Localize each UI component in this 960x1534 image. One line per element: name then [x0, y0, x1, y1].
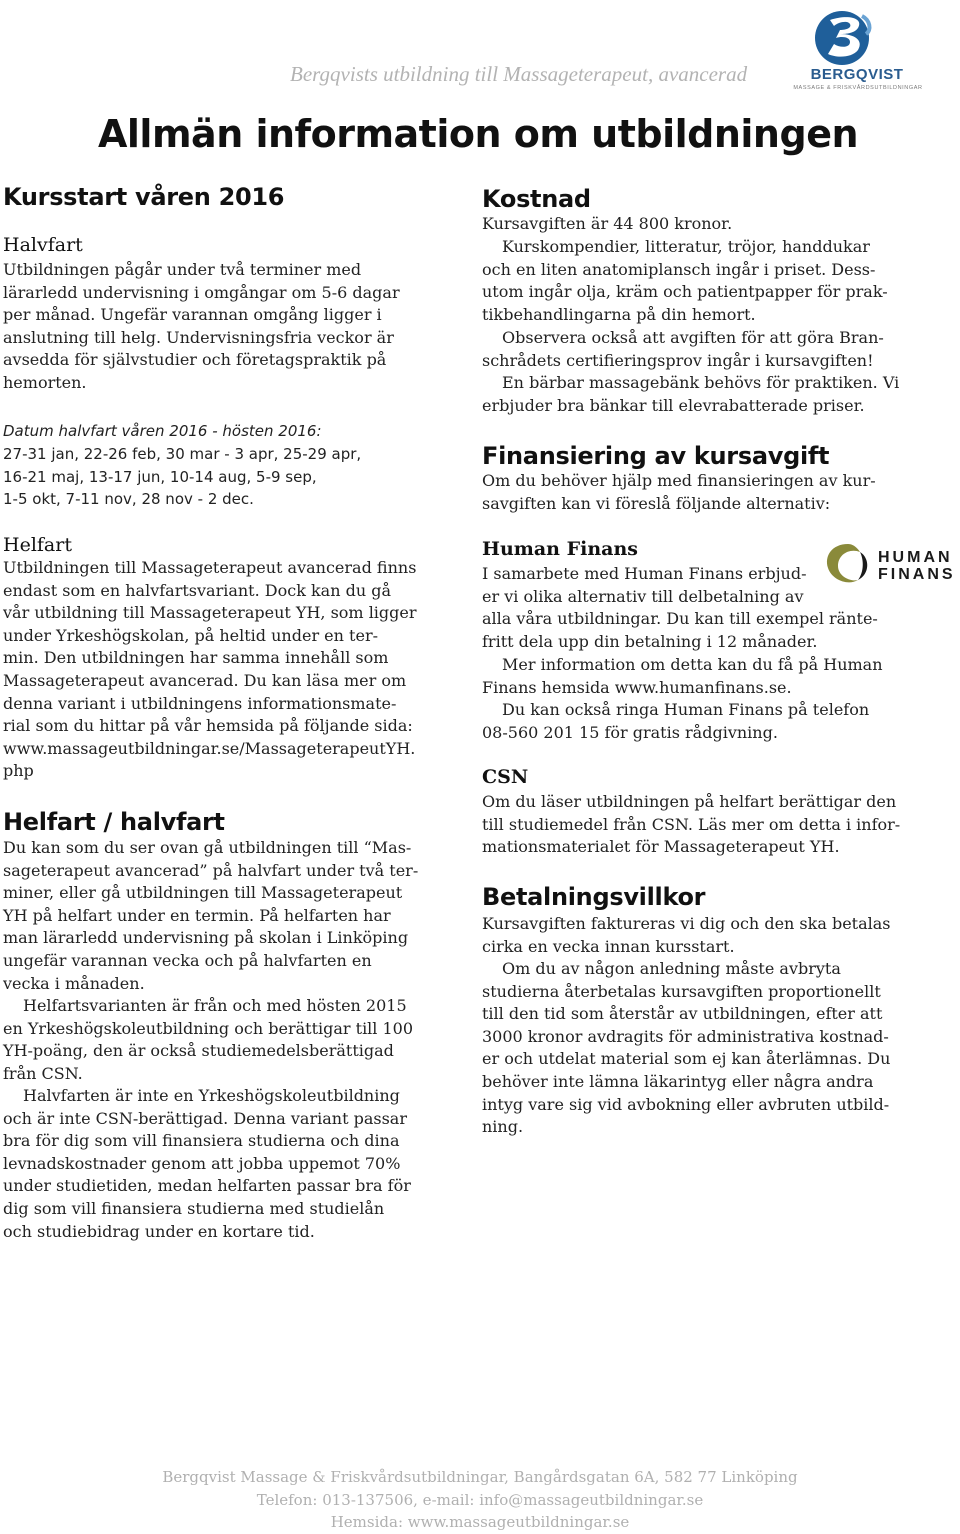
betalning-paragraph-2: Om du av någon anledning måste avbryta studierna återbetalas kursavgiften proportionellt till den tid som återstår av utbildningen, efter att 3000 kronor avdragits för administrativa kostnad- er och utdelat material som ej kan återlämnas. Du behöver inte lämna läkarintyg eller några andra intyg vare sig vid avbokning eller avbruten utbild- ning. — [482, 959, 891, 1137]
human-finans-logo — [820, 540, 960, 590]
heading-helfart-halvfart: Helfart / halvfart — [3, 808, 225, 836]
page-title: Allmän information om utbildningen — [98, 112, 859, 156]
footer-address: Bergqvist Massage & Friskvårdsutbildningar, Bangårdsgatan 6A, 582 77 Linköping — [162, 1468, 798, 1486]
human-finans-wordmark: HUMAN FINANS — [878, 549, 956, 583]
kostnad-paragraph-2: Kurskompendier, litteratur, tröjor, handdukar och en liten anatomiplansch ingår i priset. Dess- utom ingår olja, kräm och patientpapper för prak- tikbehandlingarna på din hemort. — [482, 237, 888, 324]
kostnad-paragraph-3: Observera också att avgiften för att göra Bran- schrådets certifieringsprov ingår i kursavgiften! — [482, 328, 884, 370]
helfart-halvfart-paragraph-2: Helfartsvarianten är från och med hösten 2015 en Yrkeshögskoleutbildning och berättigar till 100 YH-poäng, den är också studiemedelsberättigad från CSN. — [3, 996, 414, 1083]
heading-halvfart: Halvfart — [3, 234, 83, 256]
heading-finansiering: Finansiering av kursavgift — [482, 442, 830, 470]
heading-betalningsvillkor: Betalningsvillkor — [482, 883, 706, 911]
footer-contact: Telefon: 013-137506, e-mail: info@massageutbildningar.se — [256, 1490, 704, 1509]
human-finans-paragraph-3: Du kan också ringa Human Finans på telefon 08-560 201 15 för gratis rådgivning. — [482, 700, 870, 742]
csn-paragraph: Om du läser utbildningen på helfart berättigar den till studiemedel från CSN. Läs mer om detta i infor- mationsmaterialet för Massageterapeut YH. — [482, 792, 901, 857]
dates-heading: Datum halvfart våren 2016 - hösten 2016: — [3, 422, 322, 440]
human-finans-mark-icon — [820, 540, 876, 590]
dates-list: 27-31 jan, 22-26 feb, 30 mar - 3 apr, 25-29 apr, 16-21 maj, 13-17 jun, 10-14 aug, 5-9 sep, 1-5 okt, 7-11 nov, 28 nov - 2 dec. — [3, 445, 362, 509]
running-header: Bergqvists utbildning till Massageterapeut, avancerad — [290, 62, 748, 86]
helfart-halvfart-paragraph-1: Du kan som du ser ovan gå utbildningen till “Mas- sageterapeut avancerad” på halvfart under två ter- miner, eller gå utbildningen till Massageterapeut YH på helfart under en termin. På helfarten har man lärarledd undervisning på skolan i Linköping ungefär varannan vecka och på halvfarten en vecka i månaden. — [3, 838, 419, 993]
heading-kursstart: Kursstart våren 2016 — [3, 183, 285, 211]
halvfart-paragraph: Utbildningen pågår under två terminer med lärarledd undervisning i omgångar om 5-6 dagar per månad. Ungefär varannan omgång ligger i anslutning till helg. Undervisningsfria veckor är avsedda för självstudier och företagspraktik på hemorten. — [3, 260, 400, 392]
heading-kostnad: Kostnad — [482, 185, 591, 213]
page-footer — [0, 1466, 960, 1534]
heading-csn: CSN — [482, 766, 529, 788]
betalning-paragraph-1: Kursavgiften faktureras vi dig och den ska betalas cirka en vecka innan kursstart. — [482, 914, 891, 956]
helfart-halvfart-paragraph-3: Halvfarten är inte en Yrkeshögskoleutbildning och är inte CSN-berättigad. Denna variant passar bra för dig som vill finansiera studierna och dina levnadskostnader genom att jobba uppemot 70% under studietiden, medan helfarten passar bra för dig som vill finansiera studierna med studielån och studiebidrag under en kortare tid. — [3, 1086, 411, 1241]
human-finans-paragraph-1: I samarbete med Human Finans erbjud- er vi olika alternativ till delbetalning av alla våra utbildningar. Du kan till exempel ränte- fritt dela upp din betalning i 12 månader. — [482, 564, 878, 651]
helfart-paragraph: Utbildningen till Massageterapeut avancerad finns endast som en halvfartsvariant. Dock kan du gå vår utbildning till Massageterapeut YH, som ligger under Yrkeshögskolan, på heltid under en ter- min. Den utbildningen har samma innehåll som Massageterapeut avancerad. Du kan läsa mer om denna variant i utbildningens informationsmate- rial som du hittar på vår hemsida på följande sida: www.massageutbildningar.se/MassageterapeutYH. php — [3, 557, 463, 783]
bergqvist-logo — [778, 4, 938, 96]
helfart-url-link[interactable]: www.massageutbildningar.se/MassageterapeutYH. — [3, 738, 416, 758]
logo-tagline: MASSAGE & FRISKVÅRDSUTBILDNINGAR — [793, 85, 923, 91]
logo-wordmark: BERGQVIST — [810, 66, 904, 83]
heading-helfart: Helfart — [3, 534, 72, 556]
footer-website: Hemsida: www.massageutbildningar.se — [330, 1513, 630, 1531]
heading-human-finans: Human Finans — [482, 538, 638, 560]
human-finans-paragraph-2: Mer information om detta kan du få på Human Finans hemsida www.humanfinans.se. — [482, 655, 883, 697]
finansiering-paragraph: Om du behöver hjälp med finansieringen av kur- savgiften kan vi föreslå följande alternativ: — [482, 471, 876, 513]
bergqvist-logo-mark-icon — [778, 4, 938, 66]
kostnad-paragraph-4: En bärbar massagebänk behövs för praktiken. Vi erbjuder bra bänkar till elevrabatterade priser. — [482, 373, 900, 415]
kostnad-paragraph-1: Kursavgiften är 44 800 kronor. — [482, 214, 733, 233]
